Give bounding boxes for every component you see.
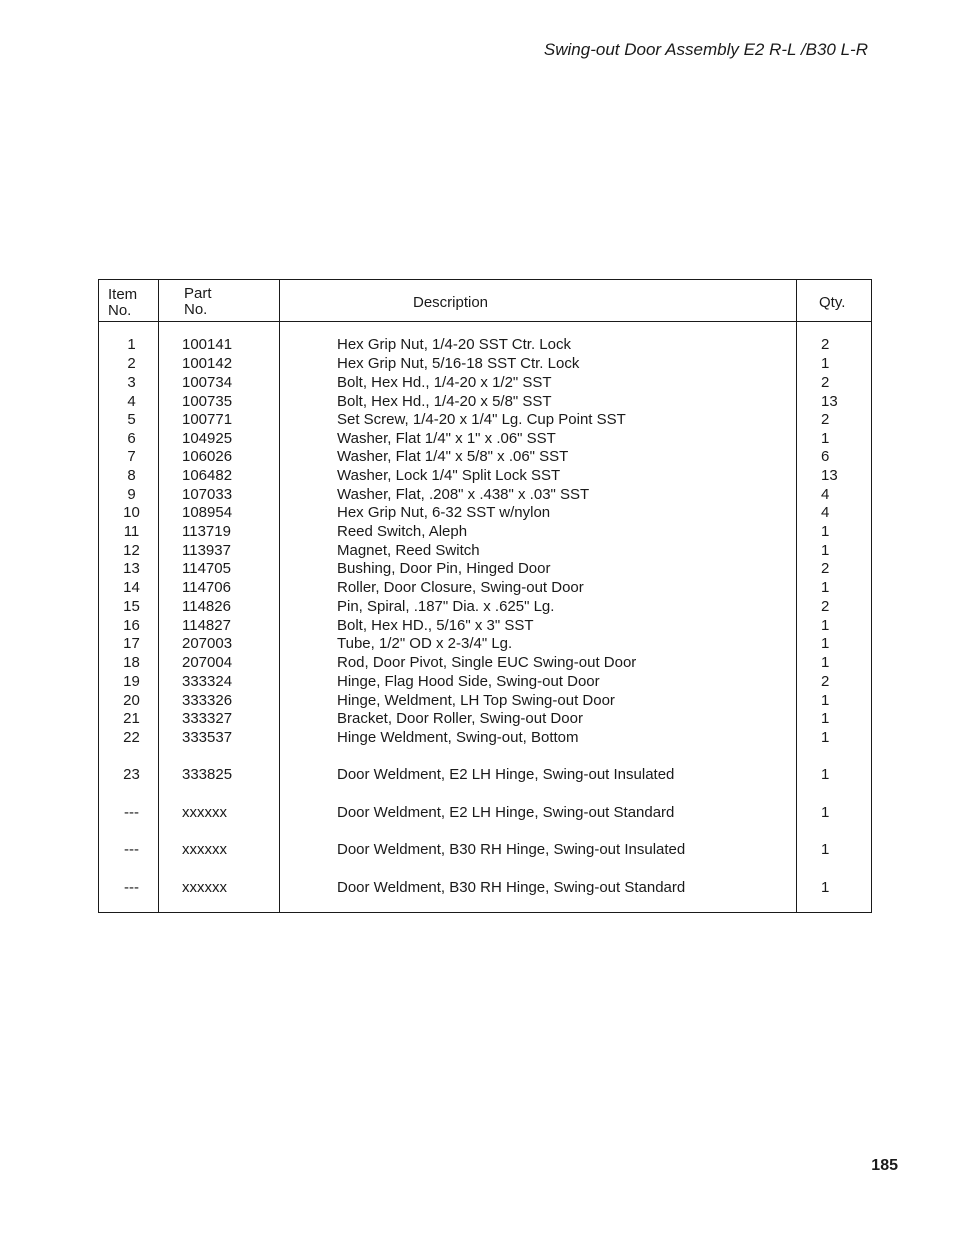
item-no-cell: 8 (127, 467, 136, 484)
part-no-cell: 333326 (182, 692, 233, 709)
item-no-cell: --- (124, 804, 139, 821)
description-cell: Bolt, Hex Hd., 1/4-20 x 1/2" SST (337, 374, 552, 391)
item-no-cell: 9 (127, 486, 136, 503)
table-row (99, 559, 871, 578)
qty-cell: 1 (821, 355, 830, 372)
description-cell: Door Weldment, E2 LH Hinge, Swing-out Insulated (337, 766, 675, 783)
item-no-cell: 15 (123, 598, 140, 615)
description-cell: Washer, Lock 1/4" Split Lock SST (337, 467, 561, 484)
qty-cell: 4 (821, 504, 830, 521)
qty-cell: 2 (821, 560, 830, 577)
item-no-cell: --- (124, 841, 139, 858)
table-row (99, 447, 871, 466)
item-no-cell: 18 (123, 654, 140, 671)
qty-cell: 1 (821, 841, 830, 858)
item-no-cell: 16 (123, 617, 140, 634)
part-no-cell: 100735 (182, 393, 233, 410)
description-cell: Pin, Spiral, .187" Dia. x .625" Lg. (337, 598, 555, 615)
item-no-cell: 14 (123, 579, 140, 596)
table-row (99, 634, 871, 653)
table-row (99, 392, 871, 411)
item-no-cell: 7 (127, 448, 136, 465)
running-header: Swing-out Door Assembly E2 R-L /B30 L-R (543, 40, 868, 59)
description-cell: Washer, Flat 1/4" x 5/8" x .06" SST (337, 448, 569, 465)
table-row (99, 503, 871, 522)
part-no-cell: 114705 (182, 560, 231, 577)
qty-cell: 2 (821, 374, 830, 391)
description-cell: Magnet, Reed Switch (337, 542, 480, 559)
part-no-cell: xxxxxx (182, 841, 227, 858)
column-header-item-no (108, 287, 137, 319)
qty-cell: 1 (821, 710, 830, 727)
item-no-cell: 20 (123, 692, 140, 709)
item-no-cell: 22 (123, 729, 140, 746)
table-row (99, 653, 871, 672)
qty-cell: 1 (821, 804, 830, 821)
description-cell: Door Weldment, B30 RH Hinge, Swing-out Insulated (337, 841, 686, 858)
table-row (99, 429, 871, 448)
part-no-cell: 106026 (182, 448, 233, 465)
item-no-cell: 12 (123, 542, 140, 559)
part-no-cell: 113937 (182, 542, 231, 559)
item-no-cell: 10 (123, 504, 140, 521)
description-cell: Bracket, Door Roller, Swing-out Door (337, 710, 583, 727)
table-row (99, 522, 871, 541)
table-row (99, 616, 871, 635)
part-no-cell: 100771 (182, 411, 233, 428)
description-cell: Hex Grip Nut, 1/4-20 SST Ctr. Lock (337, 336, 571, 353)
description-cell: Washer, Flat 1/4" x 1" x .06" SST (337, 430, 556, 447)
column-header-part-line1: Part (184, 285, 212, 302)
part-no-cell: xxxxxx (182, 879, 227, 896)
description-cell: Reed Switch, Aleph (337, 523, 468, 540)
item-no-cell: 13 (123, 560, 140, 577)
qty-cell: 1 (821, 654, 830, 671)
qty-cell: 1 (821, 729, 830, 746)
part-no-cell: 333537 (182, 729, 233, 746)
part-no-cell: 333327 (182, 710, 233, 727)
qty-cell: 1 (821, 766, 830, 783)
part-no-cell: 114826 (182, 598, 231, 615)
qty-cell: 13 (821, 467, 838, 484)
table-row (99, 578, 871, 597)
part-no-cell: 104925 (182, 430, 233, 447)
qty-cell: 6 (821, 448, 830, 465)
qty-cell: 2 (821, 673, 830, 690)
column-header-qty: Qty. (819, 294, 846, 311)
description-cell: Bolt, Hex Hd., 1/4-20 x 5/8" SST (337, 393, 552, 410)
column-header-part-no (184, 286, 212, 318)
description-cell: Set Screw, 1/4-20 x 1/4" Lg. Cup Point SST (337, 411, 626, 428)
description-cell: Bushing, Door Pin, Hinged Door (337, 560, 551, 577)
item-no-cell: 2 (127, 355, 136, 372)
table-row (99, 765, 871, 784)
description-cell: Hex Grip Nut, 5/16-18 SST Ctr. Lock (337, 355, 580, 372)
parts-table (98, 279, 872, 913)
description-cell: Hex Grip Nut, 6-32 SST w/nylon (337, 504, 551, 521)
page-number: 185 (871, 1157, 898, 1174)
qty-cell: 2 (821, 598, 830, 615)
table-row (99, 466, 871, 485)
part-no-cell: 100142 (182, 355, 233, 372)
item-no-cell: 5 (127, 411, 136, 428)
table-row (99, 541, 871, 560)
table-row (99, 335, 871, 354)
header-divider (99, 321, 871, 322)
description-cell: Washer, Flat, .208" x .438" x .03" SST (337, 486, 590, 503)
description-cell: Rod, Door Pivot, Single EUC Swing-out Door (337, 654, 637, 671)
part-no-cell: 107033 (182, 486, 233, 503)
item-no-cell: 21 (123, 710, 140, 727)
part-no-cell: 100141 (182, 336, 233, 353)
part-no-cell: 333324 (182, 673, 233, 690)
table-row (99, 709, 871, 728)
item-no-cell: 4 (127, 393, 136, 410)
table-row (99, 485, 871, 504)
part-no-cell: 113719 (182, 523, 231, 540)
item-no-cell: 19 (123, 673, 140, 690)
part-no-cell: 207004 (182, 654, 233, 671)
qty-cell: 1 (821, 617, 830, 634)
description-cell: Tube, 1/2" OD x 2-3/4" Lg. (337, 635, 513, 652)
item-no-cell: 23 (123, 766, 140, 783)
column-header-item-line1: Item (108, 286, 138, 303)
table-row (99, 728, 871, 747)
table-row (99, 672, 871, 691)
qty-cell: 2 (821, 411, 830, 428)
qty-cell: 13 (821, 393, 838, 410)
item-no-cell: 17 (123, 635, 140, 652)
description-cell: Hinge, Flag Hood Side, Swing-out Door (337, 673, 600, 690)
qty-cell: 1 (821, 542, 830, 559)
part-no-cell: 100734 (182, 374, 233, 391)
qty-cell: 2 (821, 336, 830, 353)
description-cell: Door Weldment, E2 LH Hinge, Swing-out Standard (337, 804, 675, 821)
part-no-cell: xxxxxx (182, 804, 227, 821)
part-no-cell: 114706 (182, 579, 231, 596)
part-no-cell: 108954 (182, 504, 233, 521)
item-no-cell: 6 (127, 430, 136, 447)
table-row (99, 597, 871, 616)
column-header-description: Description (413, 294, 489, 311)
qty-cell: 1 (821, 879, 830, 896)
item-no-cell: 3 (127, 374, 136, 391)
table-row (99, 840, 871, 859)
qty-cell: 1 (821, 579, 830, 596)
item-no-cell: --- (124, 879, 139, 896)
part-no-cell: 106482 (182, 467, 233, 484)
table-row (99, 410, 871, 429)
description-cell: Roller, Door Closure, Swing-out Door (337, 579, 584, 596)
qty-cell: 1 (821, 430, 830, 447)
description-cell: Bolt, Hex HD., 5/16" x 3" SST (337, 617, 534, 634)
qty-cell: 4 (821, 486, 830, 503)
table-row (99, 354, 871, 373)
description-cell: Hinge Weldment, Swing-out, Bottom (337, 729, 579, 746)
column-header-item-line2: No. (108, 302, 132, 319)
qty-cell: 1 (821, 523, 830, 540)
item-no-cell: 1 (127, 336, 136, 353)
description-cell: Hinge, Weldment, LH Top Swing-out Door (337, 692, 615, 709)
qty-cell: 1 (821, 635, 830, 652)
table-row (99, 803, 871, 822)
part-no-cell: 333825 (182, 766, 233, 783)
table-row (99, 691, 871, 710)
description-cell: Door Weldment, B30 RH Hinge, Swing-out Standard (337, 879, 686, 896)
table-row (99, 878, 871, 897)
qty-cell: 1 (821, 692, 830, 709)
column-header-part-line2: No. (184, 301, 208, 318)
part-no-cell: 114827 (182, 617, 231, 634)
part-no-cell: 207003 (182, 635, 233, 652)
item-no-cell: 11 (123, 523, 140, 540)
table-row (99, 373, 871, 392)
